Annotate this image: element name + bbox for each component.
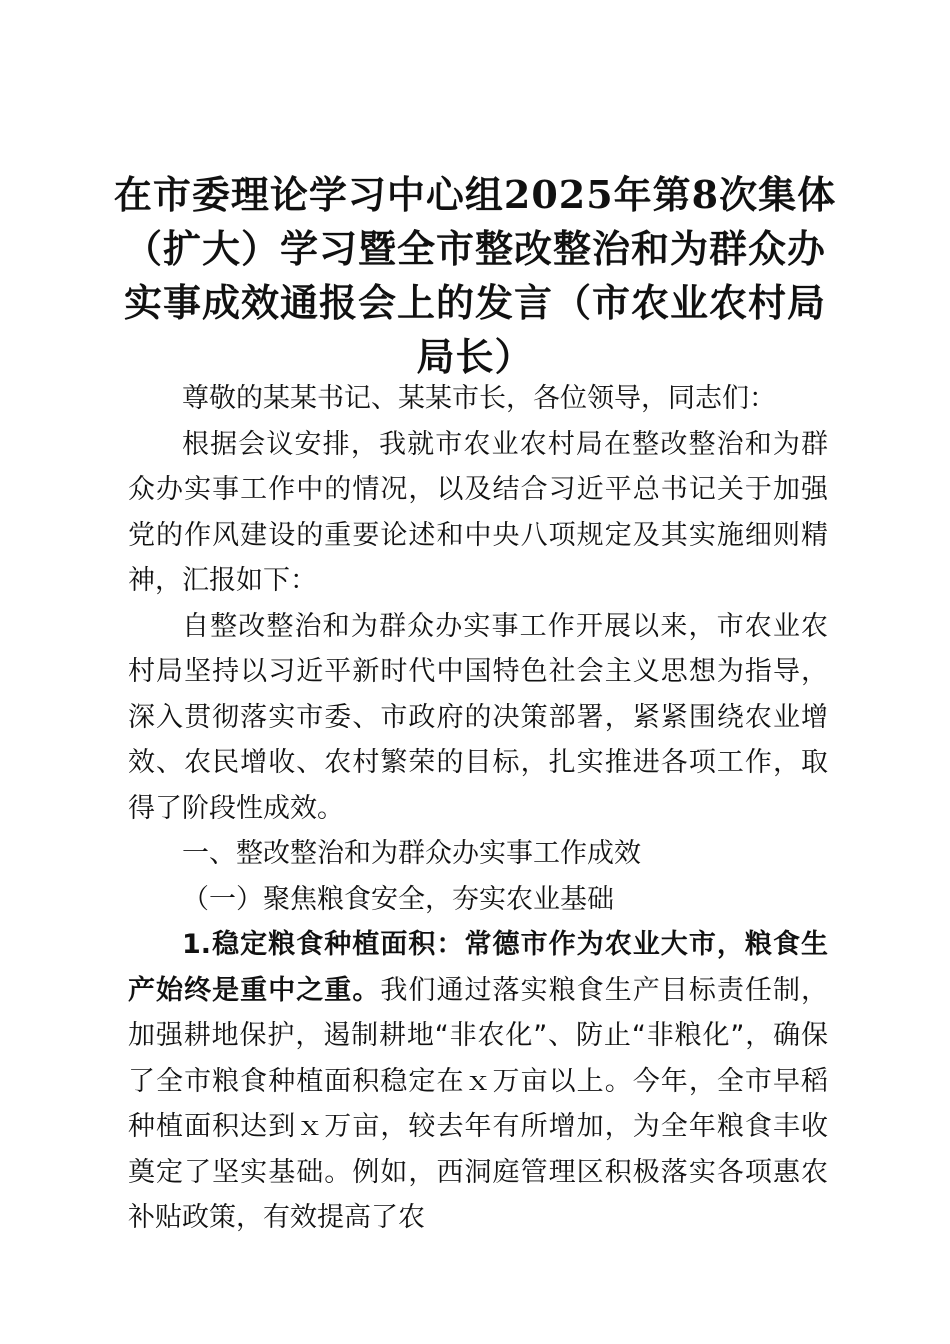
section-heading-1: 一、整改整治和为群众办实事工作成效 (182, 838, 641, 869)
item-1-paragraph (128, 922, 828, 1241)
document-body (128, 376, 828, 1241)
document-title: 在市委理论学习中心组2025年第8次集体（扩大）学习暨全市整改整治和为群众办实事成效通报会上的发言（市农业农村局局长） (113, 172, 837, 379)
salutation: 尊敬的某某书记、某某市长，各位领导，同志们： (182, 383, 776, 414)
overview-paragraph: 自整改整治和为群众办实事工作开展以来，市农业农村局坚持以习近平新时代中国特色社会主义思想为指导，深入贯彻落实市委、市政府的决策部署，紧紧围绕农业增效、农民增收、农村繁荣的目标，扎实推进各项工作，取得了阶段性成效。 (128, 610, 828, 824)
item-1-lead: 1.稳定粮食种植面积：常德市作为农业大市，粮食生产始终是重中之重。 (128, 929, 828, 1006)
intro-paragraph: 根据会议安排，我就市农业农村局在整改整治和为群众办实事工作中的情况，以及结合习近平总书记关于加强党的作风建设的重要论述和中央八项规定及其实施细则精神，汇报如下： (128, 428, 828, 596)
item-1-text: 我们通过落实粮食生产目标责任制，加强耕地保护，遏制耕地“非农化”、防止“非粮化”，确保了全市粮食种植面积稳定在ｘ万亩以上。今年，全市早稻种植面积达到ｘ万亩，较去年有所增加，为全年粮食丰收奠定了坚实基础。例如，西洞庭管理区积极落实各项惠农补贴政策，有效提高了农 (128, 974, 828, 1233)
section-heading-2: （一）聚焦粮食安全，夯实农业基础 (182, 883, 614, 915)
